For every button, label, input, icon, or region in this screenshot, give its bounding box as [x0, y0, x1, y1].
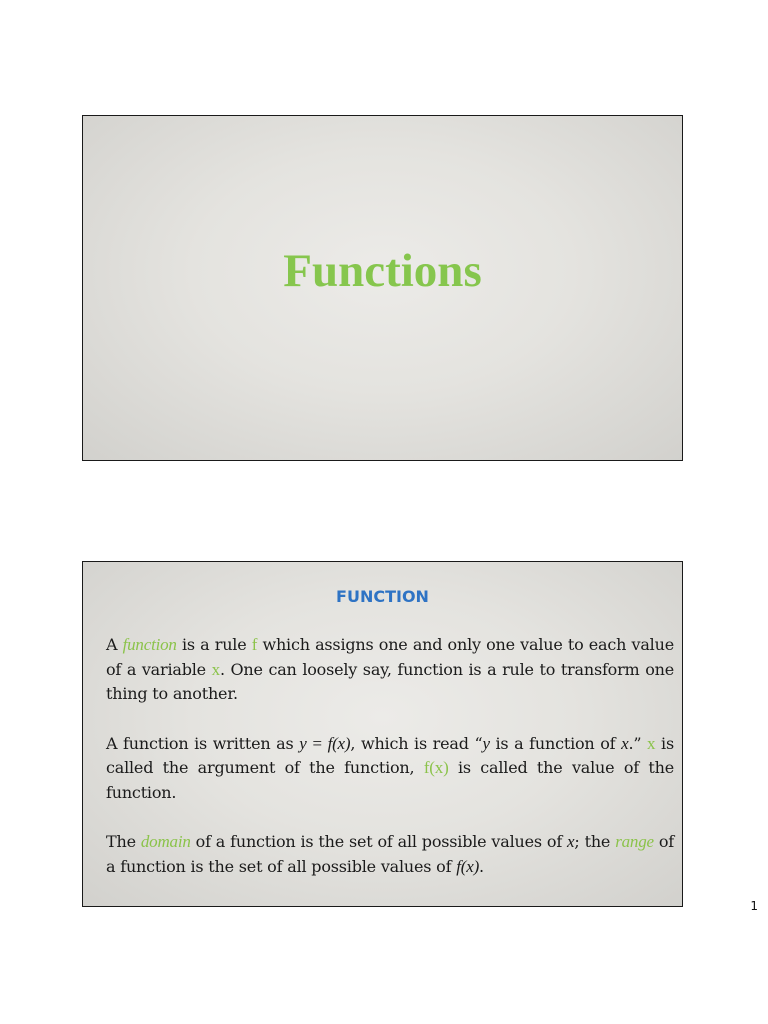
symbol-x: x	[211, 659, 220, 679]
slide-heading: FUNCTION	[336, 587, 429, 606]
text-run: .	[479, 856, 484, 876]
symbol-fx-italic: f(x)	[456, 856, 480, 876]
text-run: of a function is the set of all possible values of	[106, 832, 675, 876]
equation: y = f(x)	[299, 733, 351, 753]
symbol-f: f	[251, 635, 258, 654]
text-run: , which is read “	[350, 733, 483, 753]
definition-slide	[82, 561, 683, 907]
term-function: function	[122, 635, 177, 654]
symbol-fx: f(x)	[423, 758, 449, 777]
text-run: of a function is the set of all possible values of	[190, 832, 568, 851]
slide-body	[106, 633, 674, 904]
paragraph-notation	[106, 732, 674, 806]
text-run: .”	[628, 733, 648, 753]
page-number: 1	[750, 899, 758, 913]
text-run: A function is written as	[106, 733, 300, 753]
text-run: A	[106, 635, 123, 654]
paragraph-definition	[106, 633, 674, 707]
text-run: is called the argument of the function,	[106, 733, 674, 777]
slide-title: Functions	[283, 245, 482, 297]
text-run: The	[106, 832, 141, 851]
symbol-x-italic: x	[567, 832, 575, 851]
text-run: ; the	[574, 832, 616, 851]
term-range: range	[615, 832, 654, 851]
text-run: . One can loosely say, function is a rule to transform one thing to another.	[106, 659, 674, 703]
symbol-y: y	[482, 733, 490, 753]
title-slide	[82, 115, 683, 461]
symbol-x-italic: x	[621, 733, 629, 753]
text-run: is a function of	[489, 733, 622, 753]
term-domain: domain	[140, 832, 191, 851]
text-run: is called the value of the function.	[106, 758, 674, 802]
paragraph-domain-range	[106, 830, 674, 879]
text-run: is a rule	[176, 635, 252, 654]
text-run: which assigns one and only one value to each value of a variable	[106, 635, 674, 679]
symbol-x: x	[647, 733, 656, 753]
